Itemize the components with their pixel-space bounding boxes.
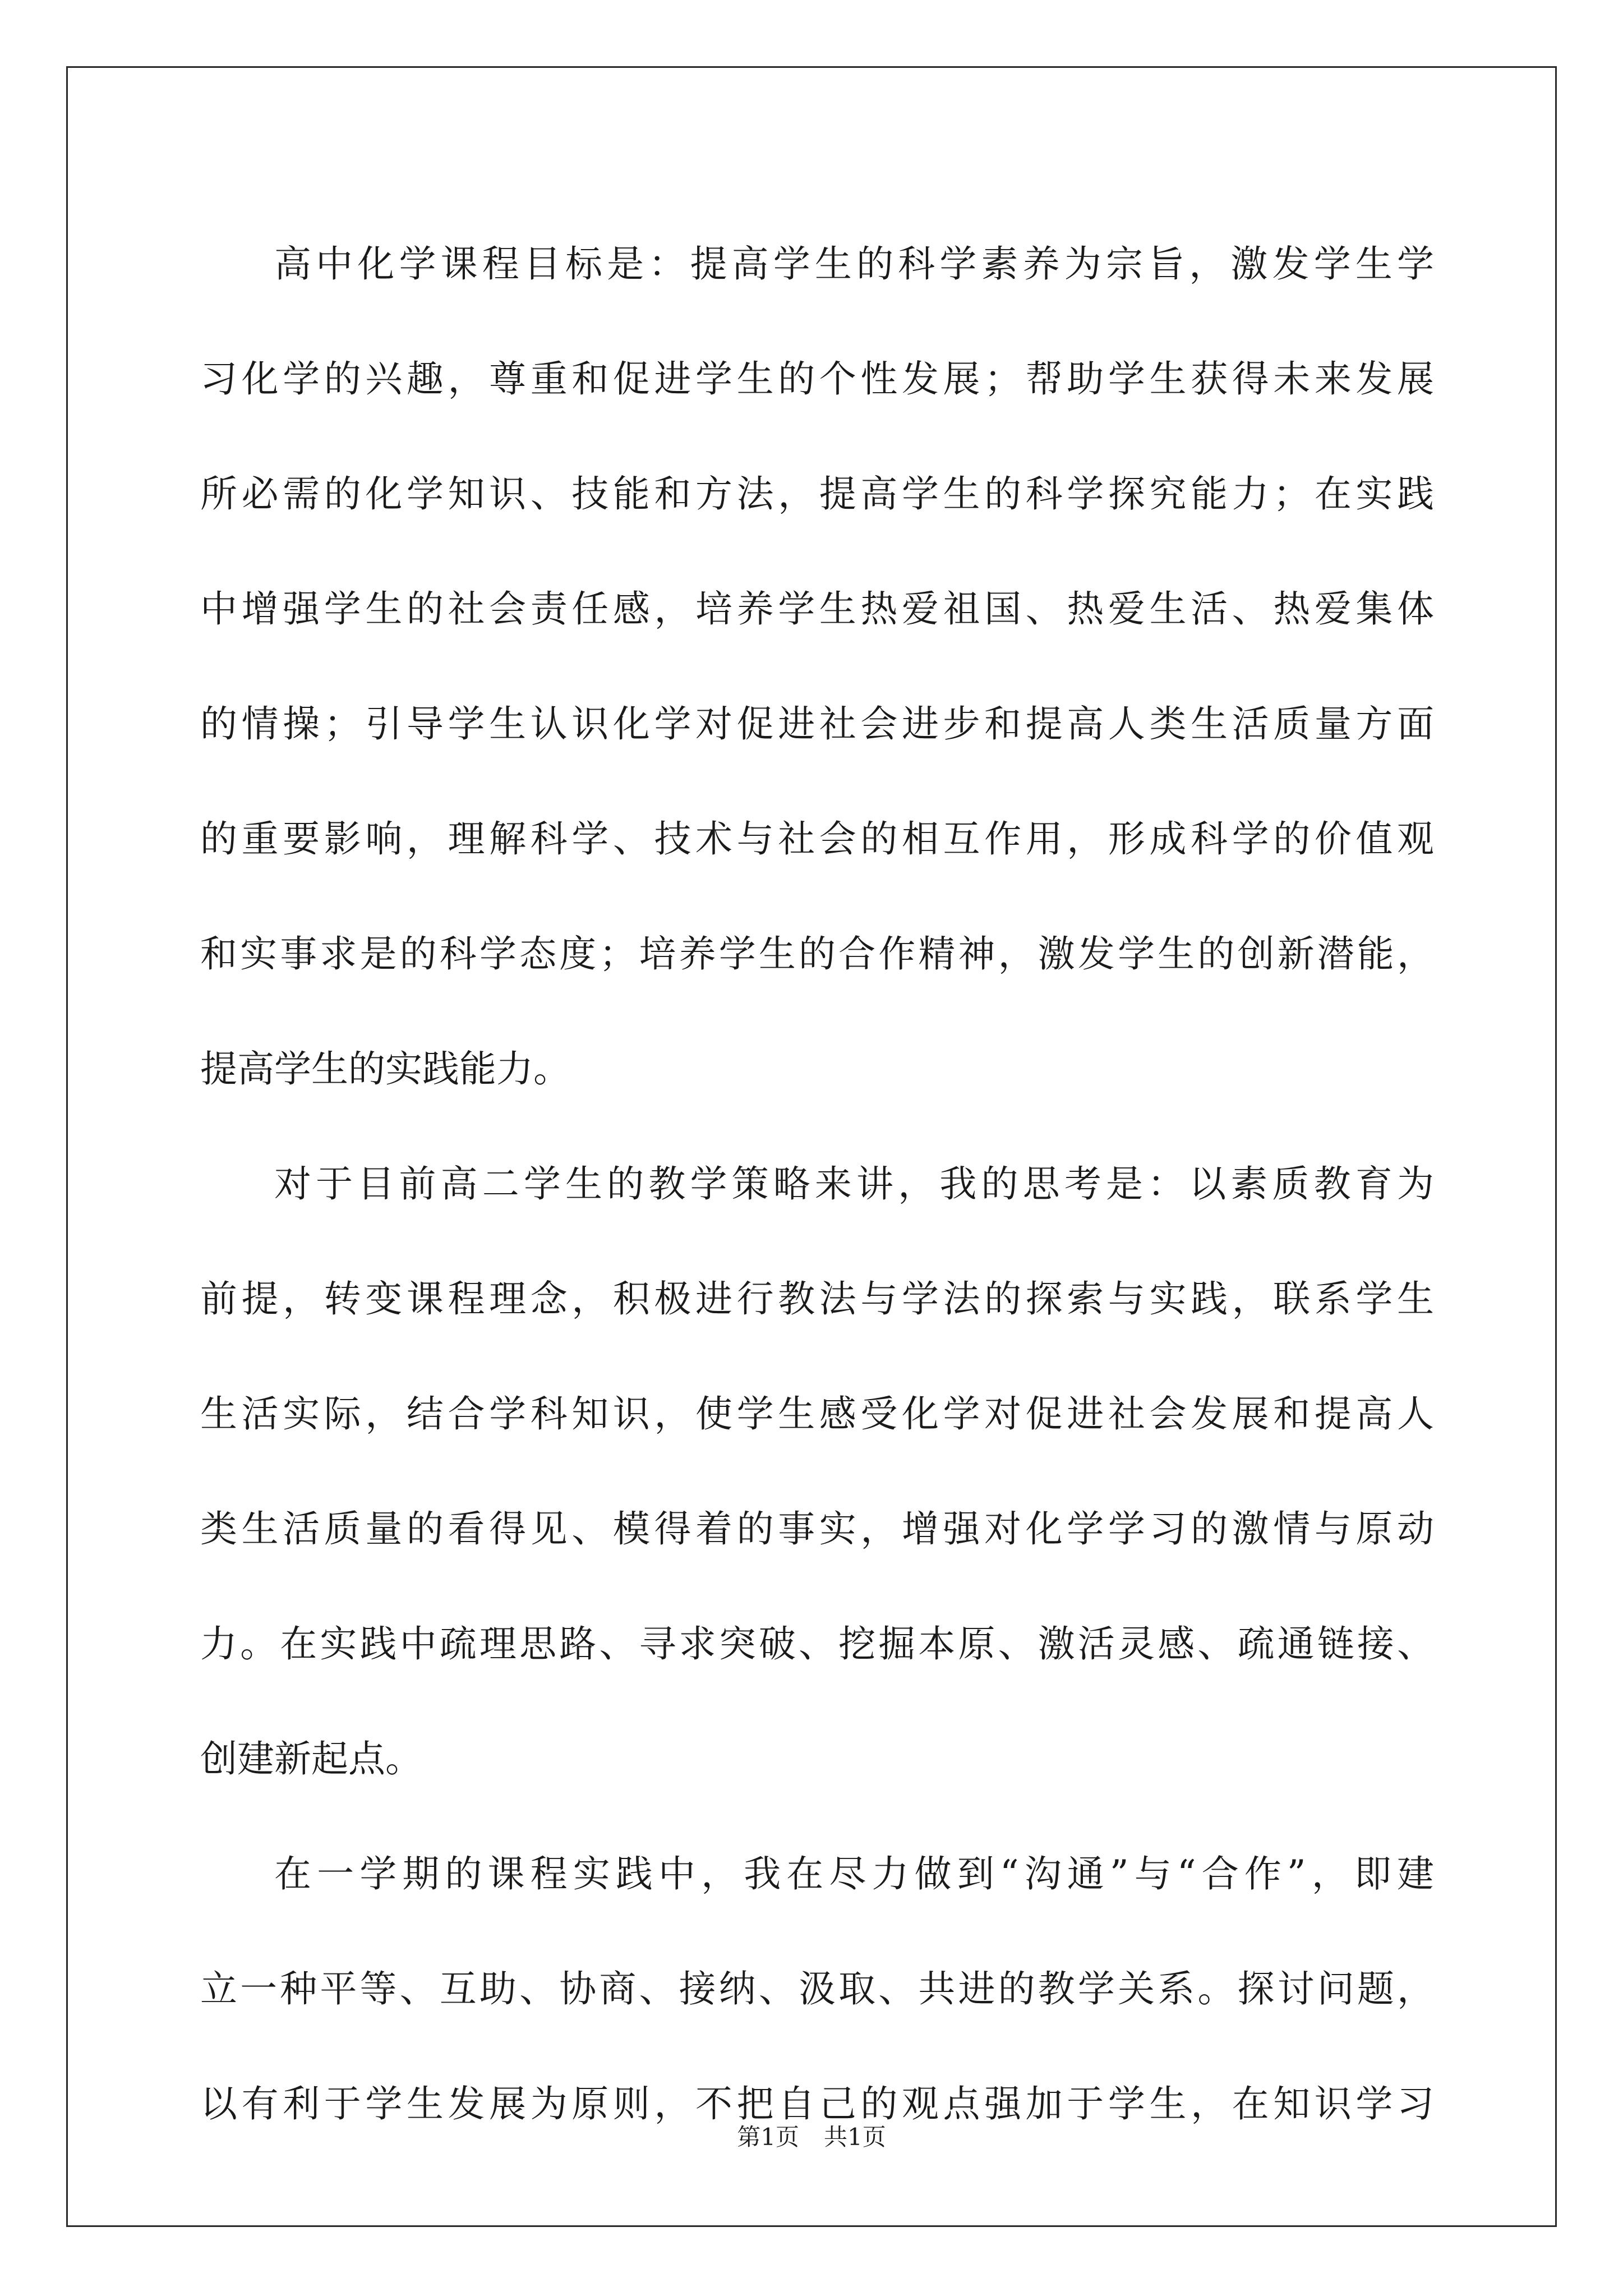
text-line: 习化学的兴趣，尊重和促进学生的个性发展；帮助学生获得未来发展: [200, 357, 1434, 401]
text-line: 和实事求是的科学态度；培养学生的合作精神，激发学生的创新潜能，: [200, 932, 1434, 976]
text-line: 所必需的化学知识、技能和方法，提高学生的科学探究能力；在实践: [200, 472, 1434, 516]
document-body: [200, 206, 1434, 2161]
page-number: 第1页: [737, 2123, 799, 2151]
text-line: 的情操；引导学生认识化学对促进社会进步和提高人类生活质量方面: [200, 702, 1434, 746]
text-line: 立一种平等、互助、协商、接纳、汲取、共进的教学关系。探讨问题，: [200, 1967, 1434, 2010]
page-total: 共1页: [824, 2123, 886, 2151]
text-line: 高中化学课程目标是：提高学生的科学素养为宗旨，激发学生学: [274, 242, 1434, 286]
text-line: 创建新起点。: [200, 1737, 422, 1780]
text-line: 对于目前高二学生的教学策略来讲，我的思考是：以素质教育为: [274, 1162, 1434, 1205]
text-line: 以有利于学生发展为原则，不把自己的观点强加于学生，在知识学习: [200, 2082, 1434, 2125]
text-line: 力。在实践中疏理思路、寻求突破、挖掘本原、激活灵感、疏通链接、: [200, 1622, 1434, 1665]
page-footer: [0, 2120, 1623, 2154]
text-line: 类生活质量的看得见、模得着的事实，增强对化学学习的激情与原动: [200, 1507, 1434, 1550]
text-line: 生活实际，结合学科知识，使学生感受化学对促进社会发展和提高人: [200, 1392, 1434, 1435]
paragraph-1: [200, 206, 1434, 1126]
text-line: 前提，转变课程理念，积极进行教法与学法的探索与实践，联系学生: [200, 1277, 1434, 1320]
text-line: 在一学期的课程实践中，我在尽力做到“沟通”与“合作”，即建: [274, 1852, 1434, 1895]
text-line: 的重要影响，理解科学、技术与社会的相互作用，形成科学的价值观: [200, 817, 1434, 861]
paragraph-2: [200, 1126, 1434, 1816]
text-line: 提高学生的实践能力。: [200, 1047, 570, 1091]
text-line: 中增强学生的社会责任感，培养学生热爱祖国、热爱生活、热爱集体: [200, 587, 1434, 631]
paragraph-3: [200, 1816, 1434, 2161]
